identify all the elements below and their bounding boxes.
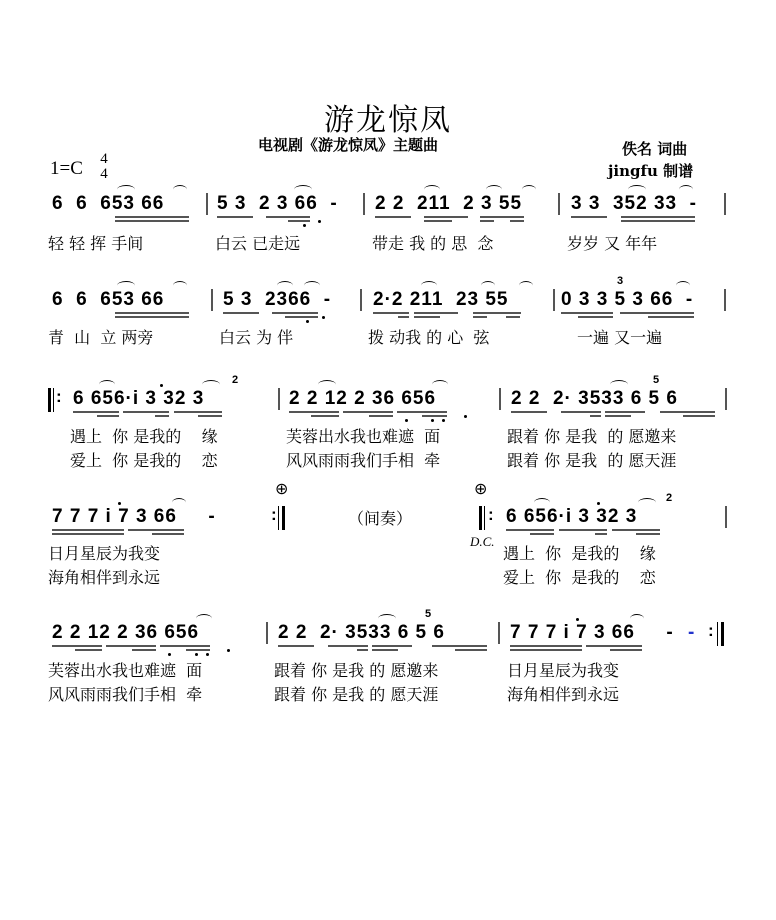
underline <box>217 216 253 218</box>
underline <box>586 645 642 647</box>
slur <box>202 380 220 389</box>
dc-marker: D.C. <box>470 534 495 549</box>
measure-3-1: 6 656·i 3 32 3 <box>73 388 205 409</box>
measure-5-2: 2 2 2· 3533 6 5 6 <box>278 622 445 643</box>
repeat-start-bar <box>479 506 482 530</box>
underline <box>52 645 102 647</box>
underline <box>75 649 102 651</box>
underline <box>106 645 156 647</box>
lyric: 爱上 你 是我的 恋 <box>503 568 656 587</box>
slur <box>432 380 448 389</box>
underline <box>510 649 582 651</box>
repeat-start-bar-thin <box>484 506 485 530</box>
underline <box>115 316 189 318</box>
repeat-end-bar-thin <box>278 506 279 530</box>
measure-2-2: 5 3 2366 - <box>223 289 332 310</box>
slur <box>421 281 437 290</box>
slur <box>534 498 550 507</box>
underline <box>343 411 393 413</box>
slur <box>196 614 212 623</box>
underline <box>285 316 318 318</box>
slur <box>117 185 135 194</box>
measure-4-2: 6 656·i 3 32 3 <box>506 506 638 527</box>
grace-note: 2 <box>232 374 239 386</box>
lyric: 白云 已走远 <box>215 234 301 253</box>
underline <box>311 415 339 417</box>
underline <box>432 645 487 647</box>
underline <box>186 649 210 651</box>
underline <box>52 529 124 531</box>
slur <box>424 185 440 194</box>
bar-line <box>360 289 362 311</box>
time-sig-top: 4 <box>100 151 108 167</box>
bar-line <box>558 193 560 215</box>
high-octave-dot <box>597 502 600 505</box>
lyric: 风风雨雨我们手相 牵 <box>286 451 441 470</box>
underline <box>559 529 607 531</box>
bar-line <box>499 388 501 410</box>
lyric: 海角相伴到永远 <box>507 685 620 704</box>
repeat-dots: : <box>708 621 714 640</box>
bar-line <box>724 289 726 311</box>
underline <box>510 645 582 647</box>
underline <box>272 312 318 314</box>
slur <box>99 380 115 389</box>
slur <box>318 380 336 389</box>
lyric: 拨 动我 的 心 弦 <box>368 328 490 347</box>
underline <box>511 411 547 413</box>
lyric: 白云 为 伴 <box>219 328 294 347</box>
low-octave-dot <box>206 653 209 656</box>
credit-notation: jingfu 制谱 <box>608 162 694 180</box>
underline <box>473 312 521 314</box>
underline <box>115 216 189 218</box>
underline <box>480 216 524 218</box>
blue-dash-marker: - <box>688 622 695 643</box>
time-sig-bottom: 4 <box>100 166 108 182</box>
lyric: 遇上 你 是我的 缘 <box>70 427 218 446</box>
underline <box>424 220 452 222</box>
underline <box>473 316 487 318</box>
low-octave-dot <box>405 419 408 422</box>
underline <box>561 312 613 314</box>
high-octave-dot <box>118 502 121 505</box>
underline <box>266 216 310 218</box>
measure-5-1: 2 2 12 2 36 656 <box>52 622 200 643</box>
underline <box>152 533 184 535</box>
low-octave-dot <box>322 316 325 319</box>
coda-icon: ⊕ <box>275 479 289 498</box>
lyric: 跟着 你 是我 的 愿邀来 <box>507 427 677 446</box>
time-signature <box>98 152 110 182</box>
lyric: 日月星辰为我变 <box>507 661 620 680</box>
underline <box>660 411 715 413</box>
measure-2-4: 0 3 3 5 3 66 - <box>561 289 694 310</box>
repeat-end-bar <box>721 622 724 646</box>
slur <box>481 281 495 290</box>
underline <box>160 645 210 647</box>
underline <box>561 411 601 413</box>
underline <box>369 415 393 417</box>
lyric: 海角相伴到永远 <box>48 568 161 587</box>
underline <box>683 415 715 417</box>
slur <box>378 614 396 623</box>
underline <box>372 649 398 651</box>
underline <box>648 316 694 318</box>
underline <box>328 645 368 647</box>
repeat-start-bar <box>48 388 51 412</box>
underline <box>506 529 554 531</box>
underline <box>610 649 642 651</box>
repeat-start-bar-thin <box>53 388 54 412</box>
underline <box>198 415 222 417</box>
underline <box>288 220 310 222</box>
underline <box>97 415 119 417</box>
measure-3-3: 2 2 2· 3533 6 5 6 <box>511 388 678 409</box>
bar-line <box>553 289 555 311</box>
low-octave-dot <box>306 320 309 323</box>
lyric: 跟着 你 是我 的 愿天涯 <box>507 451 677 470</box>
repeat-end-bar <box>282 506 285 530</box>
bar-line <box>725 506 727 528</box>
slur <box>628 185 646 194</box>
low-octave-dot <box>442 419 445 422</box>
bar-line <box>363 193 365 215</box>
slur <box>172 498 186 507</box>
low-octave-dot <box>168 653 171 656</box>
slur <box>638 498 656 507</box>
underline <box>480 220 494 222</box>
underline <box>128 529 184 531</box>
underline <box>373 312 409 314</box>
underline <box>375 216 411 218</box>
low-octave-dot <box>464 415 467 418</box>
bar-line <box>725 388 727 410</box>
underline <box>414 312 458 314</box>
repeat-dots: : <box>56 387 62 406</box>
high-octave-dot <box>576 618 579 621</box>
bar-line <box>266 622 268 644</box>
slur <box>676 281 690 290</box>
underline <box>398 316 409 318</box>
measure-3-2: 2 2 12 2 36 656 <box>289 388 437 409</box>
underline <box>578 316 613 318</box>
underline <box>73 411 119 413</box>
underline <box>636 533 660 535</box>
underline <box>424 216 468 218</box>
slur <box>679 185 693 194</box>
lyric: 轻 轻 挥 手间 <box>48 234 144 253</box>
underline <box>621 220 695 222</box>
grace-note: 5 <box>653 374 660 386</box>
slur <box>294 185 312 194</box>
underline <box>530 533 554 535</box>
underline <box>612 529 660 531</box>
underline <box>397 411 447 413</box>
repeat-dots: : <box>271 505 277 524</box>
bar-line <box>278 388 280 410</box>
underline <box>571 216 607 218</box>
underline <box>605 411 645 413</box>
underline <box>372 645 412 647</box>
underline <box>223 312 259 314</box>
repeat-end-bar-thin <box>717 622 718 646</box>
grace-note: 5 <box>425 608 432 620</box>
slur <box>117 281 135 290</box>
grace-note: 2 <box>666 492 673 504</box>
underline <box>620 312 694 314</box>
underline <box>155 415 169 417</box>
underline <box>357 649 368 651</box>
repeat-dots: : <box>488 505 494 524</box>
lyric: 芙蓉出水我也难遮 面 <box>286 427 441 446</box>
slur <box>486 185 502 194</box>
underline <box>414 316 440 318</box>
measure-5-3: 7 7 7 i 7 3 66 - <box>510 622 674 643</box>
lyric: 遇上 你 是我的 缘 <box>503 544 656 563</box>
underline <box>506 316 520 318</box>
coda-icon: ⊕ <box>474 479 488 498</box>
low-octave-dot <box>195 653 198 656</box>
underline <box>605 415 631 417</box>
lyric: 一遍 又一遍 <box>577 328 663 347</box>
low-octave-dot <box>431 419 434 422</box>
grace-note: 3 <box>617 275 624 287</box>
lyric: 岁岁 又 年年 <box>567 234 658 253</box>
underline <box>52 533 124 535</box>
slur <box>277 281 293 290</box>
lyric: 青 山 立 两旁 <box>48 328 154 347</box>
lyric: 带走 我 的 思 念 <box>372 234 494 253</box>
slur <box>610 380 628 389</box>
underline <box>132 649 156 651</box>
lyric: 风风雨雨我们手相 牵 <box>48 685 203 704</box>
underline <box>621 216 695 218</box>
slur <box>173 185 187 194</box>
underline <box>455 649 487 651</box>
slur <box>304 281 320 290</box>
slur <box>630 614 644 623</box>
measure-1-2: 5 3 2 3 66 - <box>217 193 338 214</box>
bar-line <box>211 289 213 311</box>
bar-line <box>206 193 208 215</box>
lyric: 跟着 你 是我 的 愿邀来 <box>274 661 439 680</box>
lyric: 跟着 你 是我 的 愿天涯 <box>274 685 439 704</box>
measure-1-1: 6 6 653 66 <box>52 193 165 214</box>
lyric: 日月星辰为我变 <box>48 544 161 563</box>
song-subtitle: 电视剧《游龙惊凤》主题曲 <box>258 136 439 154</box>
underline <box>278 645 314 647</box>
low-octave-dot <box>227 649 230 652</box>
underline <box>123 411 169 413</box>
measure-4-1: 7 7 7 i 7 3 66 - <box>52 506 216 527</box>
credit-lyrics-music: 佚名 词曲 <box>622 140 688 158</box>
low-octave-dot <box>318 220 321 223</box>
slur <box>519 281 533 290</box>
interlude-label: （间奏） <box>348 509 413 528</box>
song-title: 游龙惊凤 <box>324 103 452 138</box>
underline <box>595 533 607 535</box>
lyric: 芙蓉出水我也难遮 面 <box>48 661 203 680</box>
lyric: 爱上 你 是我的 恋 <box>70 451 218 470</box>
measure-2-1: 6 6 653 66 <box>52 289 165 310</box>
measure-1-3: 2 2 211 2 3 55 <box>375 193 523 214</box>
underline <box>590 415 601 417</box>
underline <box>115 220 189 222</box>
slur <box>522 185 536 194</box>
high-octave-dot <box>160 384 163 387</box>
underline <box>422 415 447 417</box>
key-signature: 1=C <box>50 158 83 179</box>
underline <box>174 411 222 413</box>
underline <box>115 312 189 314</box>
measure-2-3: 2·2 211 23 55 <box>373 289 509 310</box>
underline <box>510 220 524 222</box>
low-octave-dot <box>303 224 306 227</box>
slur <box>173 281 187 290</box>
measure-1-4: 3 3 352 33 - <box>571 193 697 214</box>
bar-line <box>724 193 726 215</box>
underline <box>289 411 339 413</box>
bar-line <box>498 622 500 644</box>
